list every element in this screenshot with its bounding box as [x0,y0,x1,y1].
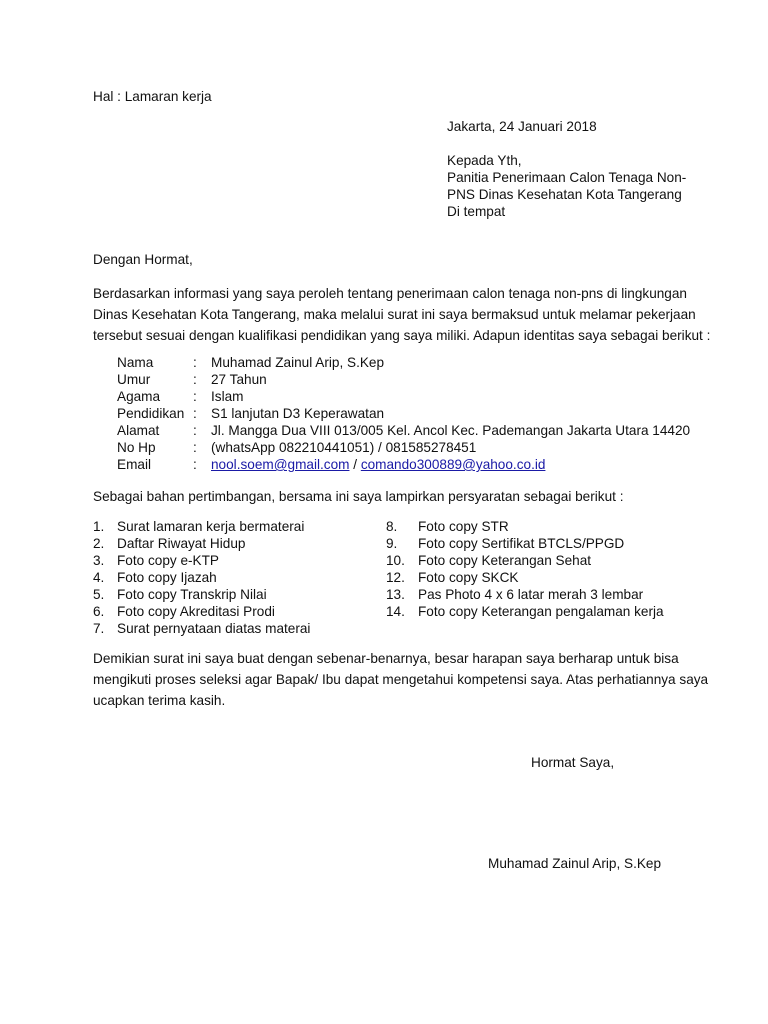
identity-row-alamat [117,422,717,439]
intro-line: Dinas Kesehatan Kota Tangerang, maka melalui surat ini saya bermaksud untuk melamar pekerjaan [93,307,696,322]
identity-colon: : [193,423,197,438]
attachment-number: 14. [386,604,405,619]
intro-line: Berdasarkan informasi yang saya peroleh tentang penerimaan calon tenaga non-pns di lingkungan [93,286,687,301]
attachment-text: Foto copy Akreditasi Prodi [117,604,275,619]
identity-value: Muhamad Zainul Arip, S.Kep [211,355,385,370]
attachment-text: Foto copy Keterangan Sehat [418,553,592,568]
attachment-text: Foto copy STR [418,519,509,534]
attachment-number: 13. [386,587,405,602]
identity-label: Alamat [117,423,160,438]
identity-label: Umur [117,372,151,387]
attachment-number: 8. [386,519,398,534]
identity-value: S1 lanjutan D3 Keperawatan [211,406,385,421]
attachment-text: Pas Photo 4 x 6 latar merah 3 lembar [418,587,644,602]
intro-paragraph [93,283,711,346]
identity-label: Nama [117,355,154,370]
attachment-text: Surat pernyataan diatas materai [117,621,311,636]
email-link-gmail[interactable]: nool.soem@gmail.com [211,457,350,472]
identity-colon: : [193,372,197,387]
identity-row-nama [117,354,717,371]
sign-off: Hormat Saya, [531,755,615,770]
intro-line: tersebut sesuai dengan kualifikasi pendidikan yang saya miliki. Adapun identitas saya sebagai berikut : [93,328,711,343]
attachment-number: 2. [93,536,105,551]
attachment-number: 3. [93,553,105,568]
identity-row-no-hp [117,439,717,456]
attachment-number: 1. [93,519,105,534]
recipient-block [447,152,686,220]
attachment-text: Surat lamaran kerja bermaterai [117,519,305,534]
greeting: Dengan Hormat, [93,252,193,267]
closing-line: mengikuti proses seleksi agar Bapak/ Ibu dapat mengetahui kompetensi saya. Atas perhatiannya saya [93,672,709,687]
identity-colon: : [193,440,197,455]
subject-line: Hal : Lamaran kerja [93,89,212,104]
place-date: Jakarta, 24 Januari 2018 [447,119,597,134]
attachment-text: Foto copy Transkrip Nilai [117,587,267,602]
identity-row-umur [117,371,717,388]
attachment-number: 4. [93,570,105,585]
identity-colon: : [193,457,197,472]
identity-value: Islam [211,389,244,404]
attachment-text: Foto copy Sertifikat BTCLS/PPGD [418,536,625,551]
attachment-text: Foto copy Keterangan pengalaman kerja [418,604,664,619]
closing-paragraph [93,648,709,711]
recipient-line: PNS Dinas Kesehatan Kota Tangerang [447,187,682,202]
identity-label: Pendidikan [117,406,185,421]
attachment-number: 9. [386,536,398,551]
identity-colon: : [193,355,197,370]
identity-label: No Hp [117,440,156,455]
email-link-yahoo[interactable]: comando300889@yahoo.co.id [360,457,546,472]
identity-label: Agama [117,389,161,404]
identity-value: (whatsApp 082210441051) / 081585278451 [211,440,477,455]
recipient-line: Kepada Yth, [447,153,522,168]
closing-line: ucapkan terima kasih. [93,693,226,708]
attachment-number: 10. [386,553,405,568]
identity-value: 27 Tahun [211,372,267,387]
recipient-line: Di tempat [447,204,506,219]
attachment-text: Foto copy SKCK [418,570,519,585]
recipient-line: Panitia Penerimaan Calon Tenaga Non- [447,170,687,185]
attachment-number: 7. [93,621,105,636]
email-separator: / [349,457,361,472]
identity-label: Email [117,457,151,472]
identity-colon: : [193,406,197,421]
identity-value: Jl. Mangga Dua VIII 013/005 Kel. Ancol Kec. Pademangan Jakarta Utara 14420 [211,423,691,438]
identity-colon: : [193,389,197,404]
attachment-text: Foto copy e-KTP [117,553,219,568]
attachments-intro: Sebagai bahan pertimbangan, bersama ini saya lampirkan persyaratan sebagai berikut : [93,489,624,504]
attachment-number: 6. [93,604,105,619]
signature-name: Muhamad Zainul Arip, S.Kep [488,856,662,871]
attachment-text: Daftar Riwayat Hidup [117,536,246,551]
attachment-number: 5. [93,587,105,602]
identity-row-agama [117,388,717,405]
attachment-text: Foto copy Ijazah [117,570,217,585]
identity-row-pendidikan [117,405,717,422]
attachment-number: 12. [386,570,405,585]
closing-line: Demikian surat ini saya buat dengan sebenar-benarnya, besar harapan saya berharap untuk bisa [93,651,679,666]
email-values [211,456,545,473]
identity-row-email [117,456,717,473]
